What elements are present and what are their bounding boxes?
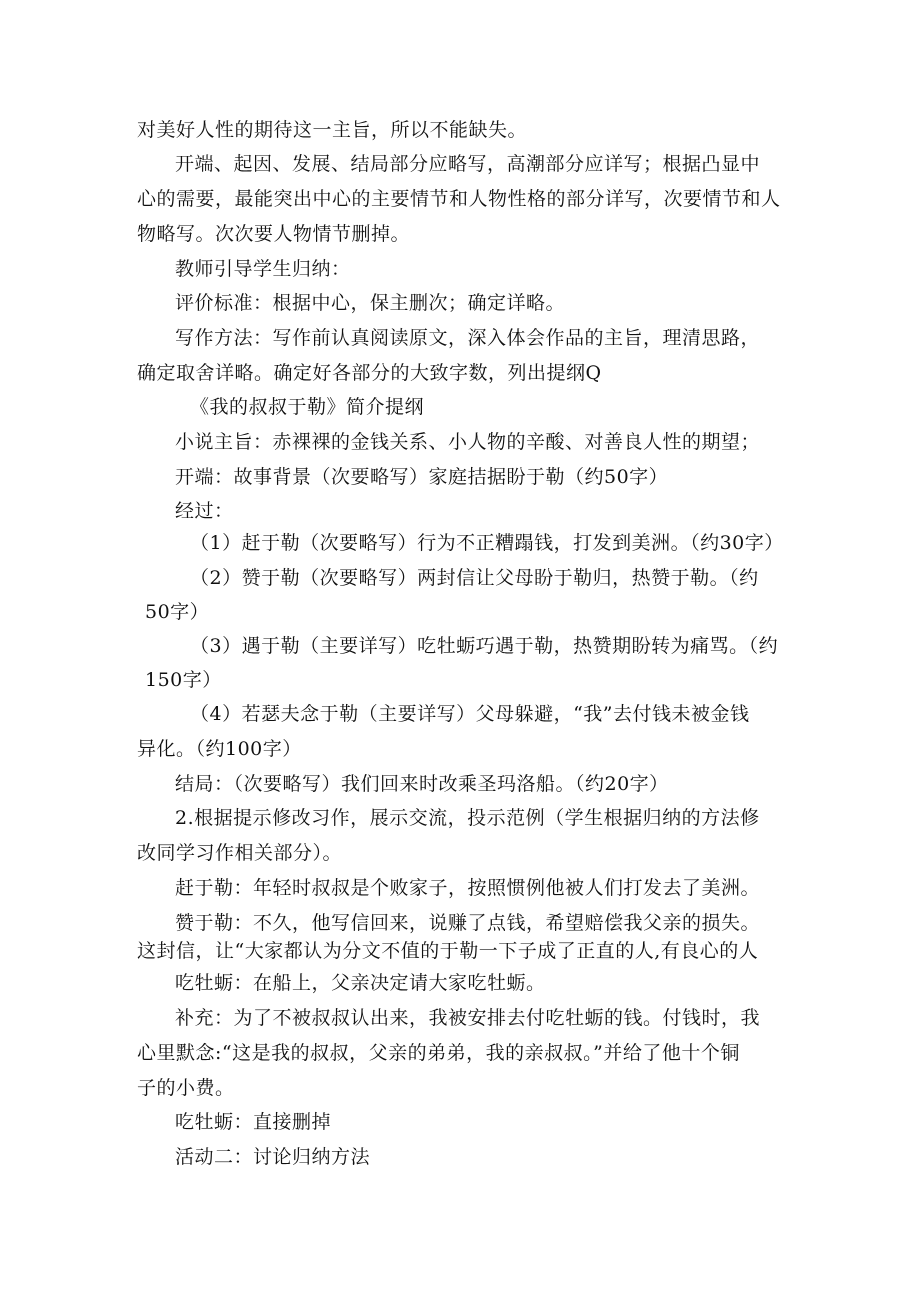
text-line: 这封信，让“大家都认为分文不值的于勒一下子成了正直的人,有良心的人	[137, 940, 759, 962]
list-item: （4）若瑟夫念于勒（主要详写）父母躲避，“我”去付钱未被金钱	[190, 703, 750, 725]
text-line: 赶于勒：年轻时叔叔是个败家子，按照惯例他被人们打发去了美洲。	[175, 877, 761, 899]
text-line: 经过：	[175, 500, 234, 522]
text-line: 150字）	[145, 669, 222, 691]
text-line: 活动二：讨论归纳方法	[175, 1146, 371, 1168]
text-line: 赞于勒：不久，他写信回来，说赚了点钱，希望赔偿我父亲的损失。	[175, 912, 761, 934]
text-line: 开端、起因、发展、结局部分应略写，高潮部分应详写；根据凸显中	[175, 153, 761, 175]
list-item: （2）赞于勒（次要略写）两封信让父母盼于勒归，热赞于勒。（约	[190, 567, 759, 589]
section-title: 《我的叔叔于勒》简介提纲	[190, 396, 425, 418]
text-line: 开端：故事背景（次要略写）家庭拮据盼于勒（约50字）	[175, 466, 669, 488]
text-line: 心里默念:“这是我的叔叔，父亲的弟弟，我的亲叔叔。”并给了他十个铜	[137, 1042, 740, 1064]
text-line: 写作方法：写作前认真阅读原文，深入体会作品的主旨，理清思路，	[175, 327, 761, 349]
text-line: 异化。（约100字）	[137, 738, 302, 760]
text-line: 教师引导学生归纳：	[175, 258, 351, 280]
text-line: 改同学习作相关部分）。	[137, 842, 343, 864]
text-line: 吃牡蛎：直接删掉	[175, 1111, 332, 1133]
text-line: 小说主旨：赤裸裸的金钱关系、小人物的辛酸、对善良人性的期望；	[175, 431, 761, 453]
text-line: 结局：（次要略写）我们回来时改乘圣玛洛船。（约20字）	[175, 773, 669, 795]
text-line: 2.根据提示修改习作，展示交流，投示范例（学生根据归纳的方法修	[175, 807, 760, 829]
list-item: （1）赶于勒（次要略写）行为不正糟蹋钱，打发到美洲。（约30字）	[190, 532, 784, 554]
text-line: 50字）	[145, 601, 210, 623]
text-line: 心的需要，最能突出中心的主要情节和人物性格的部分详写，次要情节和人	[137, 188, 781, 210]
text-line: 对美好人性的期待这一主旨，所以不能缺失。	[137, 119, 528, 141]
text-line: 补充：为了不被叔叔认出来，我被安排去付吃牡蛎的钱。付钱时，我	[175, 1007, 761, 1029]
text-line: 确定取舍详略。确定好各部分的大致字数，列出提纲Q	[137, 362, 602, 384]
text-line: 吃牡蛎：在船上，父亲决定请大家吃牡蛎。	[175, 972, 546, 994]
text-line: 物略写。次次要人物情节删掉。	[137, 223, 411, 245]
text-line: 子的小费。	[137, 1077, 235, 1099]
list-item: （3）遇于勒（主要详写）吃牡蛎巧遇于勒，热赞期盼转为痛骂。（约	[190, 635, 779, 657]
text-line: 评价标准：根据中心，保主删次；确定详略。	[175, 292, 566, 314]
